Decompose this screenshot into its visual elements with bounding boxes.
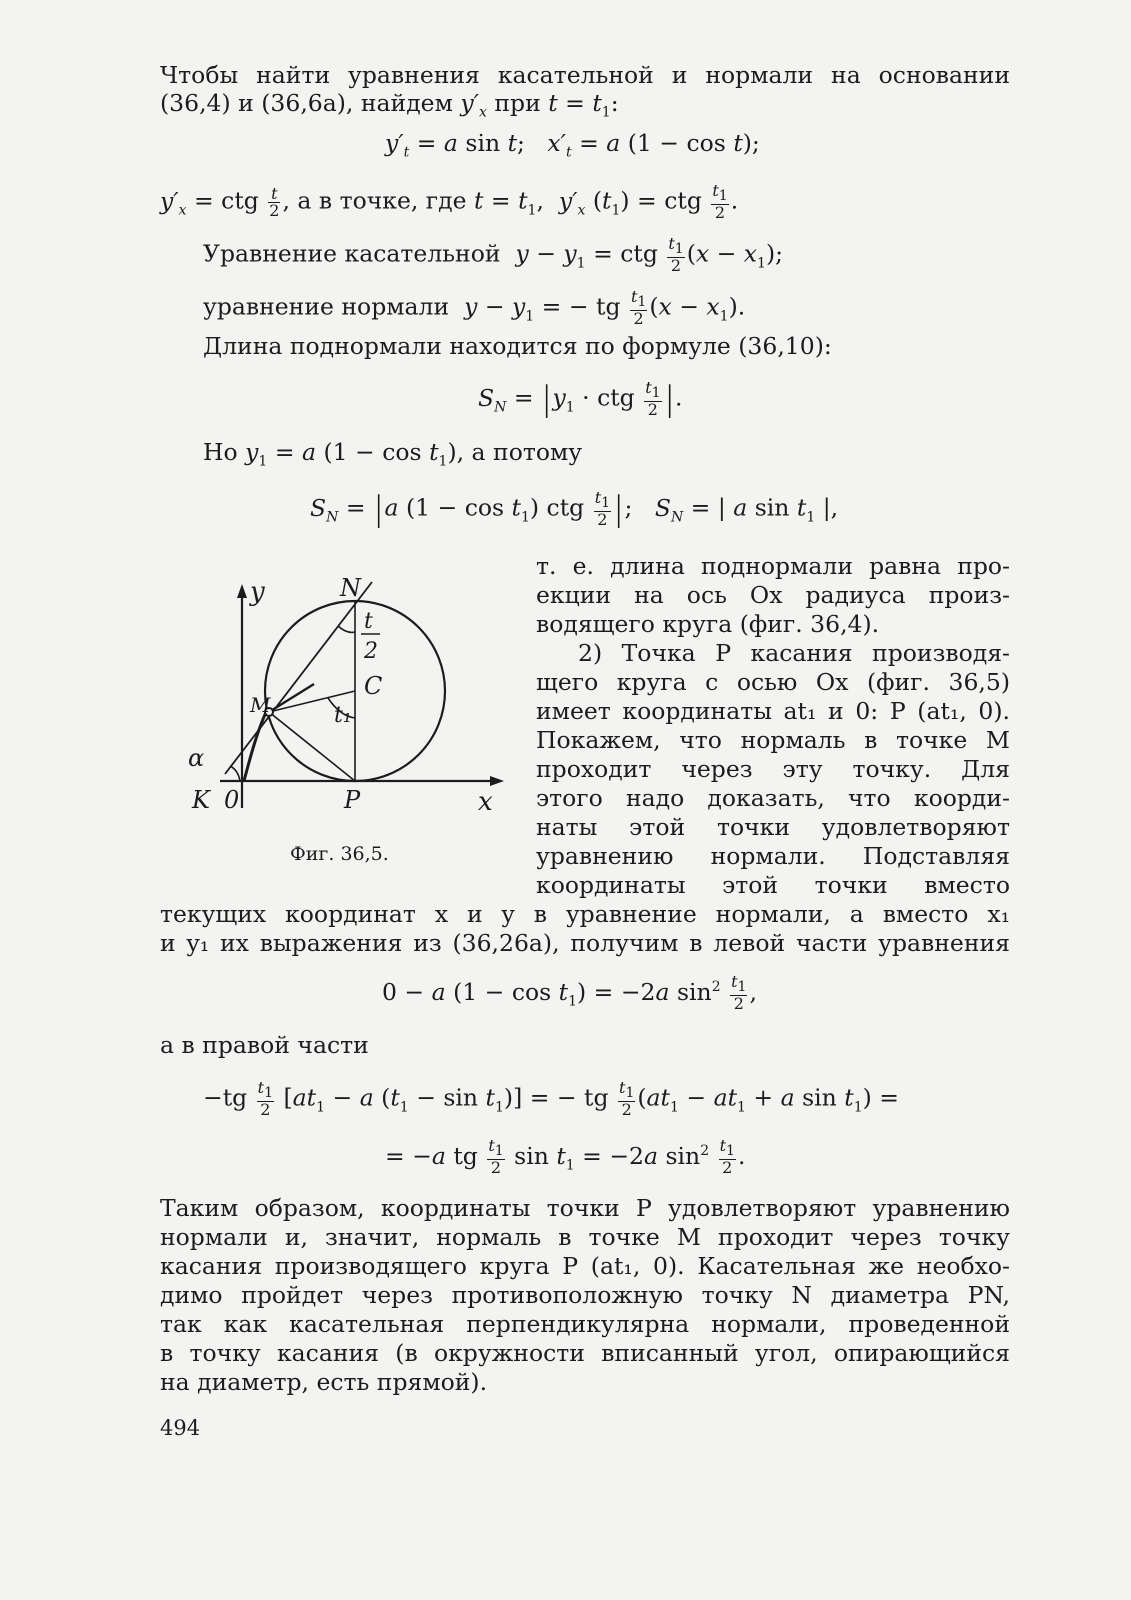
label-t1: t₁: [334, 703, 352, 728]
label-P: P: [344, 786, 361, 814]
text-line: димо пройдет через противоположную точку N диаметра PN,: [160, 1281, 1010, 1309]
text-line: имеет координаты at₁ и 0: P (at₁, 0).: [536, 697, 1010, 725]
text-line: этого надо доказать, что коорди-: [536, 784, 1010, 812]
formula: = −a tg $\frac{t_1}{2}$ $\sin t_1 = -2a$ $\sin^2$ $\frac{t_1}{2}$ .: [385, 1136, 746, 1178]
text-line: на диаметр, есть прямой).: [160, 1368, 488, 1396]
label-K: K: [192, 786, 210, 814]
text-line: наты этой точки удовлетворяют: [536, 813, 1010, 841]
formula: $S_N = |y_1$ · ctg $\frac{t_1}{2}$ |.: [478, 378, 683, 420]
formula: −tg $\frac{t_1}{2}$ [$at_1 - a$ $(t_1 - \sin t_1)$] = − tg $\frac{t_1}{2}$ ($at_1 - at_1 + a$ $\sin t_1$) =: [203, 1078, 899, 1120]
formula: $y'_t = a$ sin t; $x'_t = a$ (1 − cos t);: [385, 129, 760, 161]
text-line: проходит через эту точку. Для: [536, 755, 1010, 783]
cycloid-figure: [180, 578, 510, 848]
label-C: C: [364, 672, 383, 700]
text-line: в точку касания (в окружности вписанный угол, опирающийся: [160, 1339, 1010, 1367]
label-M: M: [250, 693, 271, 717]
formula: $y'_x$ = ctg $\frac{t}{2}$ , а в точке, где $t = t_1$, $y'_x$ $(t_1)$ = ctg $\frac{t_1}{2}$ .: [160, 181, 739, 223]
text-line: касания производящего круга P (at₁, 0). Касательная же необхо-: [160, 1252, 1010, 1280]
text-line: 2) Точка P касания производя-: [578, 639, 1010, 667]
text-line: текущих координат x и y в уравнение нормали, а вместо x₁: [160, 900, 1010, 928]
text-line: водящего круга (фиг. 36,4).: [536, 610, 880, 638]
text-line: координаты этой точки вместо: [536, 871, 1010, 899]
text-line: нормали и, значит, нормаль в точке M проходит через точку: [160, 1223, 1010, 1251]
text-line: и y₁ их выражения из (36,26а), получим в левой части уравнения: [160, 929, 1010, 957]
label-t-num: t: [364, 609, 373, 634]
text-line: а в правой части: [160, 1031, 369, 1059]
label-alpha: α: [188, 744, 205, 772]
formula: уравнение нормали $y - y_1$ = − tg $\frac{t_1}{2}$ $(x - x_1)$.: [203, 287, 746, 329]
label-y: y: [250, 578, 265, 607]
tangent-line: [225, 582, 372, 774]
text-line: екции на ось Ox радиуса произ-: [536, 581, 1010, 609]
text-line: Длина поднормали находится по формуле (36,10):: [203, 332, 832, 360]
formula: Но $y_1 = a$ $(1 - \cos t_1)$, а потому: [203, 438, 583, 470]
x-axis-arrow: [490, 776, 504, 786]
formula: Уравнение касательной $y - y_1$ = ctg $\frac{t_1}{2}$ $(x - x_1)$;: [203, 234, 784, 276]
text-line: Таким образом, координаты точки P удовлетворяют уравнению: [160, 1194, 1010, 1222]
text-line: так как касательная перпендикулярна нормали, проведенной: [160, 1310, 1010, 1338]
y-axis-arrow: [237, 584, 247, 598]
text-line: (36,4) и (36,6а), найдем $y'_x$ при $t = t_1$:: [160, 89, 619, 121]
formula: $S_N = |a$ $(1 - \cos t_1)$ ctg $\frac{t_1}{2}$ |; $S_N$ = | a $\sin t_1$ |,: [310, 488, 839, 530]
text-line: Чтобы найти уравнения касательной и нормали на основании: [160, 61, 1010, 89]
label-x: x: [478, 787, 493, 817]
figure-caption: Фиг. 36,5.: [290, 843, 389, 865]
text-line: щего круга с осью Ox (фиг. 36,5): [536, 668, 1010, 696]
label-t-den: 2: [364, 639, 378, 664]
label-N: N: [340, 578, 361, 602]
formula: 0 − a $(1 - \cos t_1) = -2a$ $\sin^2$ $\frac{t_1}{2}$ ,: [382, 972, 757, 1014]
label-O: 0: [224, 786, 240, 814]
text-line: т. е. длина поднормали равна про-: [536, 552, 1010, 580]
text-line: Покажем, что нормаль в точке M: [536, 726, 1010, 754]
text-line: уравнению нормали. Подставляя: [536, 842, 1010, 870]
page-number: 494: [160, 1416, 201, 1440]
